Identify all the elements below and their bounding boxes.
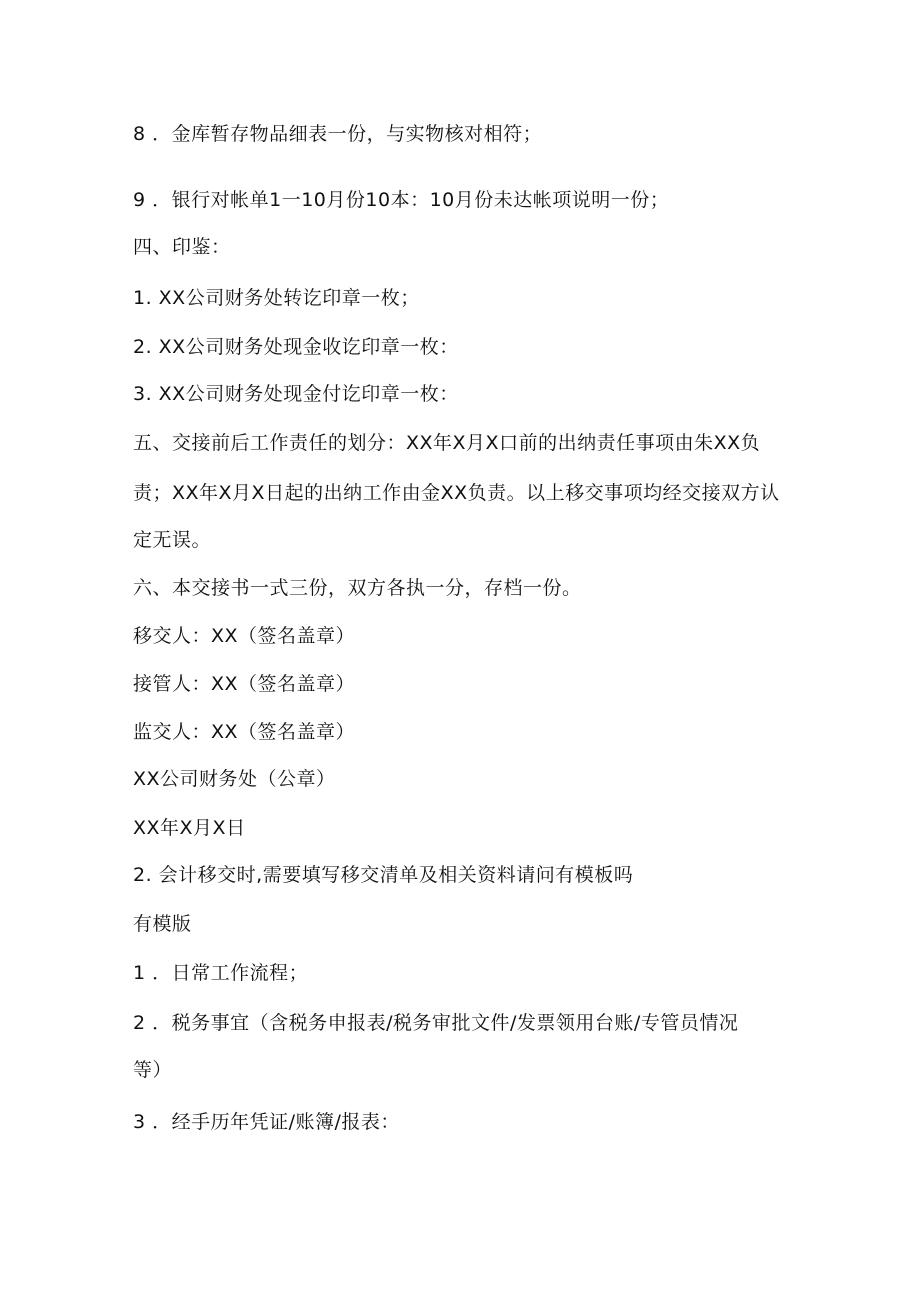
signature-line-supervisor: 监交人：XX（签名盖章） (133, 721, 356, 743)
list-item-tax-matters-cont: 等） (133, 1059, 173, 1081)
list-item-vouchers: 3 ．经手历年凭证/账簿/报表： (133, 1111, 400, 1133)
text-line-copies: 六、本交接书一式三份，双方各执一分，存档一份。 (133, 577, 582, 599)
company-seal-line: XX公司财务处（公章） (133, 768, 336, 790)
text-line-safe-items: 8 ．金库暂存物品细表一份，与实物核对相符； (133, 123, 543, 145)
text-line-responsibility-2: 责；XX年X月X日起的出纳工作由金XX负责。以上移交事项均经交接双方认 (133, 482, 780, 504)
text-line-bank-statement: 9 ．银行对帐单1一10月份10本：10月份未达帐项说明一份； (133, 189, 670, 211)
section-heading-seals: 四、印鉴： (133, 236, 231, 258)
question-heading: 2. 会计移交时,需要填写移交清单及相关资料请问有模板吗 (133, 864, 634, 886)
list-item-tax-matters: 2 ．税务事宜（含税务申报表/税务审批文件/发票领用台账/专管员情况 (133, 1012, 739, 1034)
date-line: XX年X月X日 (133, 817, 246, 839)
signature-line-receiver: 接管人：XX（签名盖章） (133, 673, 356, 695)
answer-text: 有模版 (133, 913, 192, 935)
text-line-seal-3: 3. XX公司财务处现金付讫印章一枚： (133, 383, 459, 405)
text-line-responsibility-1: 五、交接前后工作责任的划分：XX年X月X口前的出纳责任事项由朱XX负 (133, 432, 761, 454)
text-line-seal-1: 1. XX公司财务处转讫印章一枚； (133, 287, 420, 309)
text-line-responsibility-3: 定无误。 (133, 529, 212, 551)
signature-line-transferor: 移交人：XX（签名盖章） (133, 625, 356, 647)
list-item-workflow: 1 ．日常工作流程； (133, 962, 309, 984)
text-line-seal-2: 2. XX公司财务处现金收讫印章一枚： (133, 336, 459, 358)
